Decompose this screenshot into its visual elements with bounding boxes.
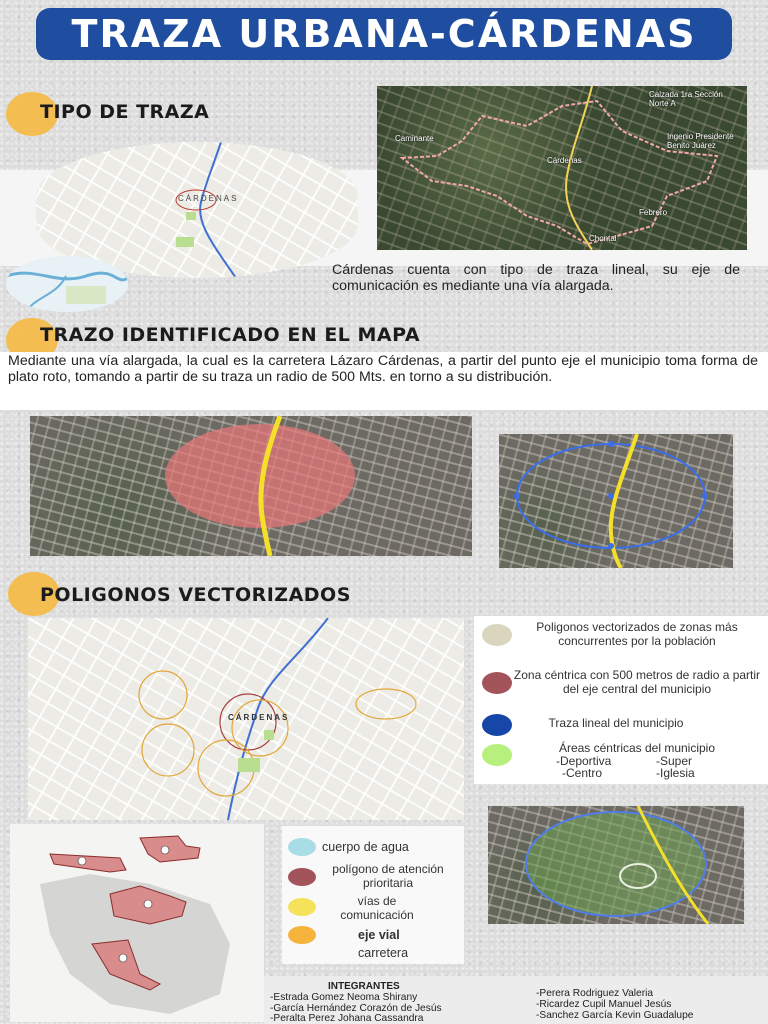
area-super: -Super	[656, 754, 693, 768]
legend2-swatch-1	[288, 868, 316, 886]
traza-map-label: CÁRDENAS	[178, 194, 239, 203]
area-centro: -Centro	[562, 766, 603, 780]
legend2-label-1: polígono de atención prioritaria	[332, 862, 444, 890]
legend2-label-2: vías de comunicación	[340, 894, 414, 922]
zones-map	[10, 824, 264, 1022]
member-5: -Ricardez Cupil Manuel Jesús	[536, 999, 672, 1010]
section3-heading: POLIGONOS VECTORIZADOS	[40, 584, 351, 606]
sat-label-1: Caminante	[395, 134, 434, 143]
polygons-map-label: CÁRDENAS	[228, 713, 290, 722]
legend2-label-4: carretera	[358, 946, 409, 960]
section2-paragraph: Mediante una vía alargada, la cual es la carretera Lázaro Cárdenas, a partir del punto eje el municipio toma forma de plato roto, tomando a partir de su traza un radio de 500 Mts. en torno a su distribución.	[8, 353, 758, 385]
legend-swatch-1	[482, 672, 512, 694]
section2-heading: TRAZO IDENTIFICADO EN EL MAPA	[40, 324, 421, 346]
radius-map	[30, 416, 472, 556]
member-2: -García Hernández Corazón de Jesús	[270, 1003, 442, 1014]
axis-map	[499, 434, 733, 568]
satellite-map	[377, 86, 747, 250]
region-map-rivers	[6, 256, 128, 312]
page-title: TRAZA URBANA-CÁRDENAS	[71, 12, 697, 56]
legend-label-2: Traza lineal del municipio	[548, 716, 684, 730]
satellite-outline	[377, 86, 747, 250]
region-map	[6, 256, 128, 312]
members-heading: INTEGRANTES	[328, 981, 400, 992]
legend2-swatch-0	[288, 838, 316, 856]
stadium-overlay	[488, 806, 744, 924]
legend-label-0: Poligonos vectorizados de zonas más concurrentes por la población	[536, 620, 738, 648]
legend-swatch-2	[482, 714, 512, 736]
legend-label-3: Áreas céntricas del municipio	[558, 741, 716, 755]
legend2-swatch-2	[288, 898, 316, 916]
legend-label-1: Zona céntrica con 500 metros de radio a partir del eje central del municipio	[513, 668, 761, 696]
stadium-map	[488, 806, 744, 924]
member-4: -Perera Rodriguez Valeria	[536, 988, 654, 999]
legend-swatch-0	[482, 624, 512, 646]
sat-label-4: Febrero	[639, 208, 668, 217]
member-3: -Peralta Perez Johana Cassandra	[270, 1013, 424, 1024]
member-6: -Sanchez García Kevin Guadalupe	[536, 1010, 694, 1021]
radius-map-overlay	[30, 416, 472, 556]
member-1: -Estrada Gomez Neoma Shirany	[270, 992, 418, 1003]
section1-heading: TIPO DE TRAZA	[40, 101, 210, 123]
section1-description: Cárdenas cuenta con tipo de traza lineal, su eje de comunicación es mediante una vía alargada.	[332, 262, 740, 294]
legend2-label-0: cuerpo de agua	[322, 840, 409, 854]
legend2-label-3: eje vial	[358, 928, 400, 942]
area-iglesia: -Iglesia	[656, 766, 695, 780]
sat-label-0: Calzada 1ra Sección Norte A	[649, 90, 723, 108]
sat-label-2: Ingenio Presidente Benito Juárez	[667, 132, 734, 150]
sat-label-5: Chontal	[589, 234, 617, 243]
sat-label-3: Cárdenas	[547, 156, 582, 165]
polygons-map	[28, 618, 464, 820]
axis-map-overlay	[499, 434, 733, 568]
area-deportiva: -Deportiva	[556, 754, 612, 768]
title-banner	[36, 8, 732, 60]
zones-overlay	[10, 824, 264, 1022]
legend-swatch-3	[482, 744, 512, 766]
legend2-swatch-3	[288, 926, 316, 944]
